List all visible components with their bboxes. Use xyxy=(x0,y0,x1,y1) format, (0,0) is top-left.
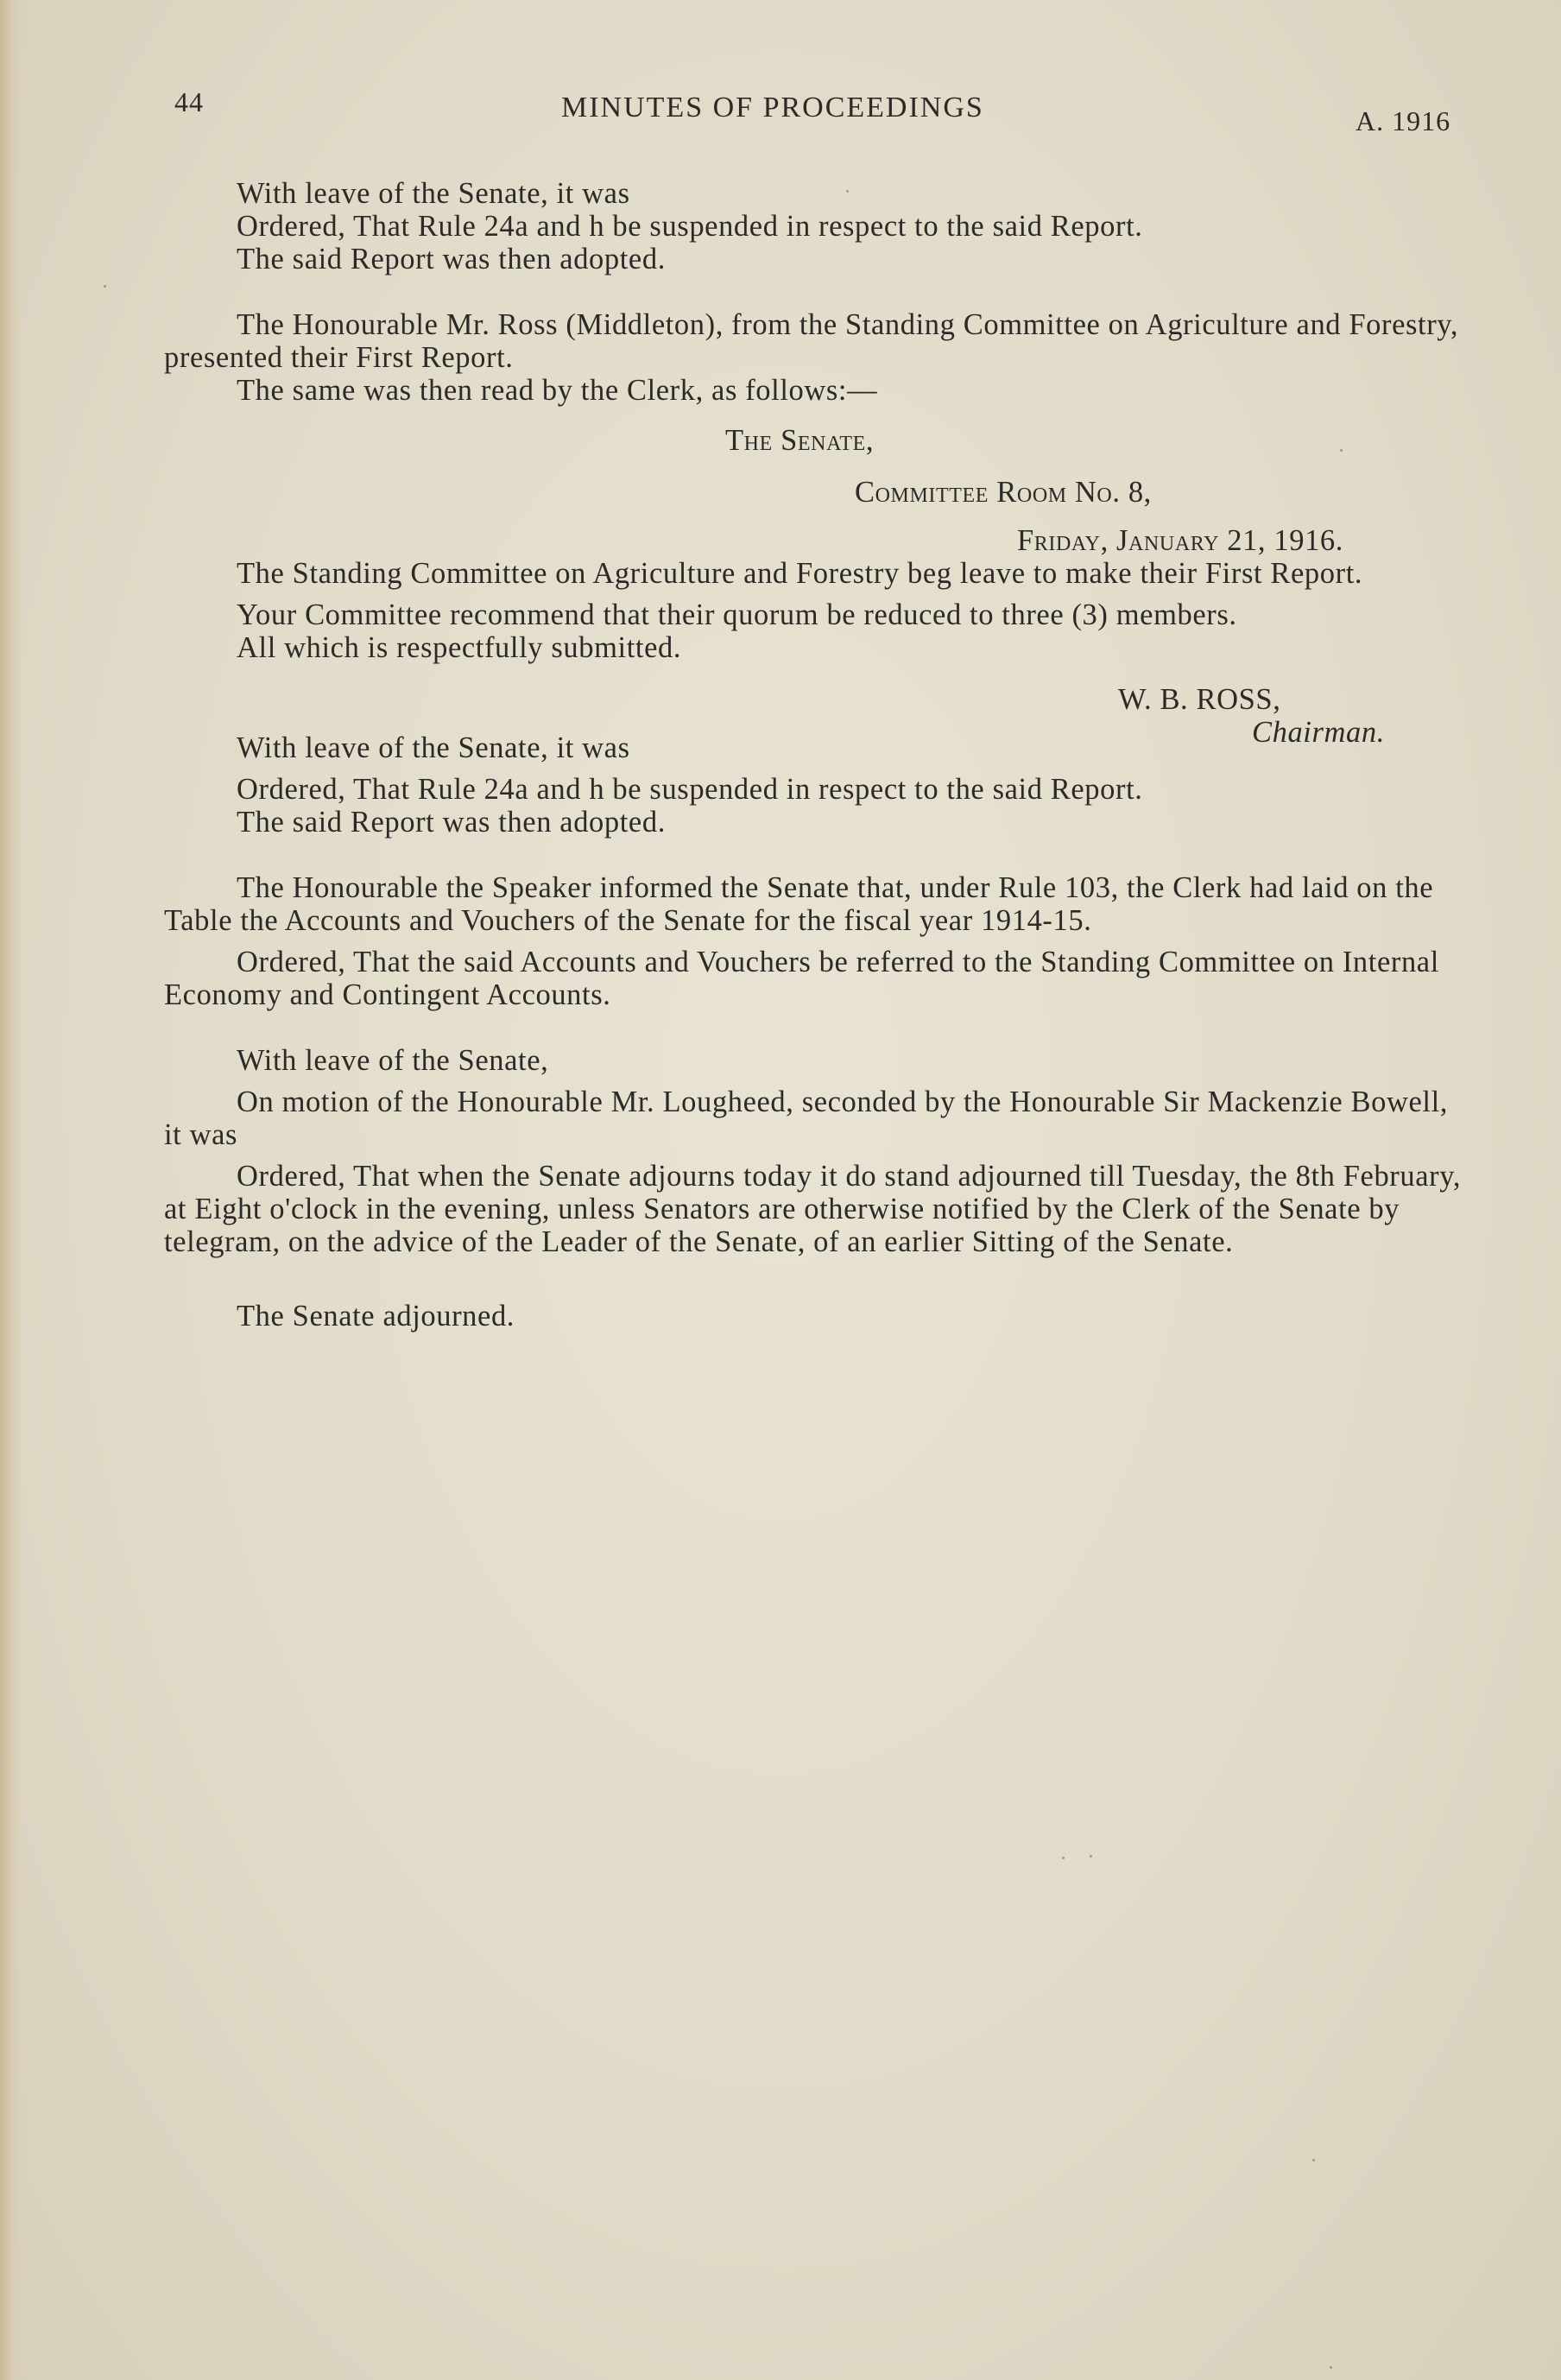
page-binding-edge xyxy=(0,0,22,2380)
paragraph: Ordered, That Rule 24a and h be suspended in respect to the said Report. xyxy=(237,773,1143,806)
paragraph: With leave of the Senate, it was xyxy=(237,731,630,764)
paragraph: The Honourable the Speaker informed the Senate that, under Rule 103, the Clerk had laid on the Table the Accounts and Vouchers of the Senate for the fiscal year 1914-15. xyxy=(164,871,1434,937)
paper-speck xyxy=(1062,1857,1065,1859)
paragraph: The Standing Committee on Agriculture and Forestry beg leave to make their First Report. xyxy=(237,557,1363,590)
paragraph: With leave of the Senate, xyxy=(237,1044,549,1077)
paragraph: The Honourable Mr. Ross (Middleton), from the Standing Committee on Agriculture and Forestry, presented their First Report. xyxy=(164,308,1459,374)
paper-speck xyxy=(1330,2366,1332,2369)
paper-speck xyxy=(1312,2159,1315,2162)
signature-title: Chairman. xyxy=(1252,716,1385,749)
paragraph: Ordered, That the said Accounts and Vouchers be referred to the Standing Committee on Internal Economy and Contingent Accounts. xyxy=(164,946,1439,1011)
paragraph: On motion of the Honourable Mr. Lougheed, seconded by the Honourable Sir Mackenzie Bowell, it was xyxy=(164,1086,1449,1151)
paragraph: Ordered, That Rule 24a and h be suspended in respect to the said Report. xyxy=(237,210,1143,243)
paper-speck xyxy=(1090,1855,1092,1858)
paragraph: All which is respectfully submitted. xyxy=(237,631,682,664)
paragraph: Your Committee recommend that their quorum be reduced to three (3) members. xyxy=(237,598,1237,631)
running-title: MINUTES OF PROCEEDINGS xyxy=(561,92,984,123)
signature-name: W. B. ROSS, xyxy=(1118,683,1281,716)
paragraph: The same was then read by the Clerk, as follows:— xyxy=(237,374,878,407)
paragraph: The said Report was then adopted. xyxy=(237,243,666,275)
minutes-body xyxy=(164,177,1468,1332)
page-header xyxy=(0,86,1561,138)
paragraph: The Senate adjourned. xyxy=(237,1300,515,1332)
paragraph: Ordered, That when the Senate adjourns today it do stand adjourned till Tuesday, the 8th February, at Eight o'clock in the evening, unless Senators are otherwise notified by the Clerk of the Senate by telegram, on the advice of the Leader of the Senate, of an earlier Sitting of the Senate. xyxy=(164,1160,1462,1258)
letter-addressee: The Senate, xyxy=(725,424,875,457)
paper-speck xyxy=(104,285,106,288)
letter-date: Friday, January 21, 1916. xyxy=(1017,524,1343,557)
letter-room: Committee Room No. 8, xyxy=(855,476,1152,509)
paragraph: The said Report was then adopted. xyxy=(237,806,666,839)
paper-speck xyxy=(1340,449,1343,452)
session-label: A. 1916 xyxy=(1356,105,1451,136)
paragraph: With leave of the Senate, it was xyxy=(237,177,630,210)
paper-speck xyxy=(846,190,849,193)
page-number: 44 xyxy=(174,86,204,117)
